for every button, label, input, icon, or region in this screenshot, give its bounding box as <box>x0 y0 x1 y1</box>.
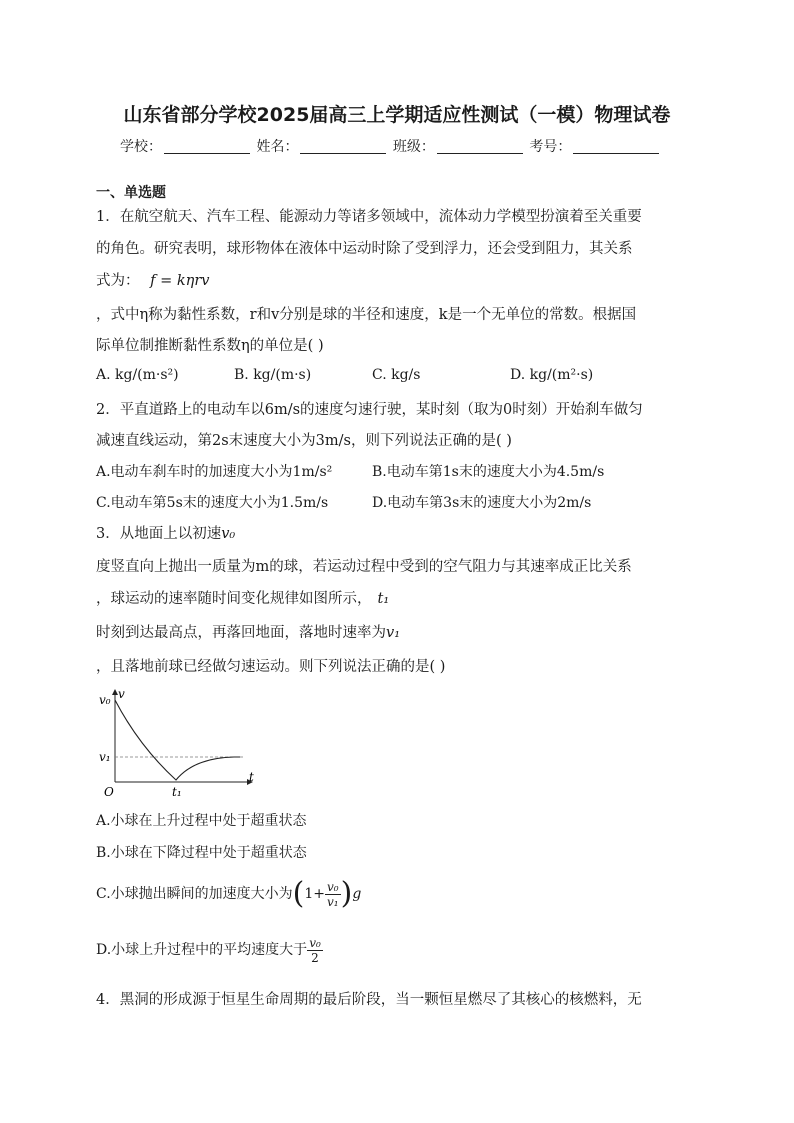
q3-option-c-fraction <box>325 880 341 909</box>
q1-line1: 1．在航空航天、汽车工程、能源动力等诸多领域中，流体动力学模型扮演着至关重要 <box>96 209 642 225</box>
q3-option-c-one: 1+ <box>304 886 326 902</box>
q3-v0: v₀ <box>221 526 236 542</box>
q3-c-numerator: v₀ <box>327 879 339 894</box>
student-info <box>120 136 661 156</box>
q1-option-b[interactable]: B. kg/(m·s) <box>234 367 312 383</box>
graph-t1-label: t₁ <box>172 785 182 798</box>
q3-option-c[interactable] <box>96 872 361 916</box>
left-paren: ( <box>292 876 305 911</box>
number-field[interactable] <box>573 139 659 154</box>
q3-option-d-text: D.小球上升过程中的平均速度大于 <box>96 942 308 958</box>
name-field[interactable] <box>300 139 386 154</box>
q2-option-d[interactable]: D.电动车第3s末的速度大小为2m/s <box>372 495 592 511</box>
q3-option-d-fraction <box>307 936 323 965</box>
school-label: 学校： <box>120 139 162 155</box>
q3-v1: v₁ <box>386 625 401 641</box>
velocity-time-graph <box>94 686 264 798</box>
page-title: 山东省部分学校2025届高三上学期适应性测试（一模）物理试卷 <box>123 104 671 126</box>
q3-line2: 度竖直向上抛出一质量为m的球，若运动过程中受到的空气阻力与其速率成正比关系 <box>96 559 632 575</box>
q1-option-a[interactable]: A. kg/(m·s²) <box>96 367 179 383</box>
q3-line4-text: 时刻到达最高点，再落回地面，落地时速率为 <box>96 625 386 641</box>
q1-option-c[interactable]: C. kg/s <box>372 367 421 383</box>
q1-line5: 际单位制推断黏性系数η的单位是( ) <box>96 338 324 354</box>
q3-line1 <box>96 522 235 543</box>
q3-line4 <box>96 621 400 642</box>
q3-option-a[interactable]: A.小球在上升过程中处于超重状态 <box>96 813 307 829</box>
q3-d-denominator: 2 <box>311 950 319 965</box>
q1-line3-text: 式为： <box>96 273 140 289</box>
q1-line3 <box>96 269 209 290</box>
name-label: 姓名： <box>256 139 299 155</box>
q1-option-d[interactable]: D. kg/(m²·s) <box>510 367 594 383</box>
q3-line3-text: ，球运动的速率随时间变化规律如图所示， <box>96 591 372 607</box>
section-heading: 一、单选题 <box>96 185 166 201</box>
q2-option-b[interactable]: B.电动车第1s末的速度大小为4.5m/s <box>372 464 605 480</box>
q3-line1-text: 3．从地面上以初速 <box>96 526 222 542</box>
number-label: 考号： <box>529 139 572 155</box>
q2-line1: 2．平直道路上的电动车以6m/s的速度匀速行驶，某时刻（取为0时刻）开始刹车做匀 <box>96 402 643 418</box>
graph-v1-label: v₁ <box>99 750 111 764</box>
q3-option-c-text: C.小球抛出瞬间的加速度大小为 <box>96 886 293 902</box>
q3-line3 <box>96 587 389 608</box>
q3-option-c-g: g <box>352 886 362 902</box>
q4-line1: 4．黑洞的形成源于恒星生命周期的最后阶段，当一颗恒星燃尽了其核心的核燃料，无 <box>96 992 642 1008</box>
q1-formula: f = kηrv <box>150 273 210 289</box>
q1-line2: 的角色。研究表明，球形物体在液体中运动时除了受到浮力，还会受到阻力，其关系 <box>96 241 633 257</box>
q2-option-c[interactable]: C.电动车第5s末的速度大小为1.5m/s <box>96 495 329 511</box>
q3-t1: t₁ <box>377 591 390 607</box>
q3-c-denominator: v₁ <box>327 894 339 909</box>
right-paren: ) <box>340 876 353 911</box>
q2-option-a[interactable]: A.电动车刹车时的加速度大小为1m/s² <box>96 464 333 480</box>
graph-t-label: t <box>249 770 254 784</box>
q3-option-b[interactable]: B.小球在下降过程中处于超重状态 <box>96 845 307 861</box>
velocity-curve <box>115 700 240 780</box>
graph-origin-label: O <box>104 785 114 798</box>
q3-option-d[interactable] <box>96 932 323 968</box>
class-label: 班级： <box>392 139 435 155</box>
q1-line4: ，式中η称为黏性系数，r和v分别是球的半径和速度，k是一个无单位的常数。根据国 <box>96 307 637 323</box>
q3-line5: ，且落地前球已经做匀速运动。则下列说法正确的是( ) <box>96 659 446 675</box>
graph-v-label: v <box>118 687 125 701</box>
school-field[interactable] <box>164 139 250 154</box>
graph-v0-label: v₀ <box>99 693 111 707</box>
q3-d-numerator: v₀ <box>309 935 321 950</box>
class-field[interactable] <box>437 139 523 154</box>
q2-line2: 减速直线运动，第2s末速度大小为3m/s，则下列说法正确的是( ) <box>96 433 512 449</box>
